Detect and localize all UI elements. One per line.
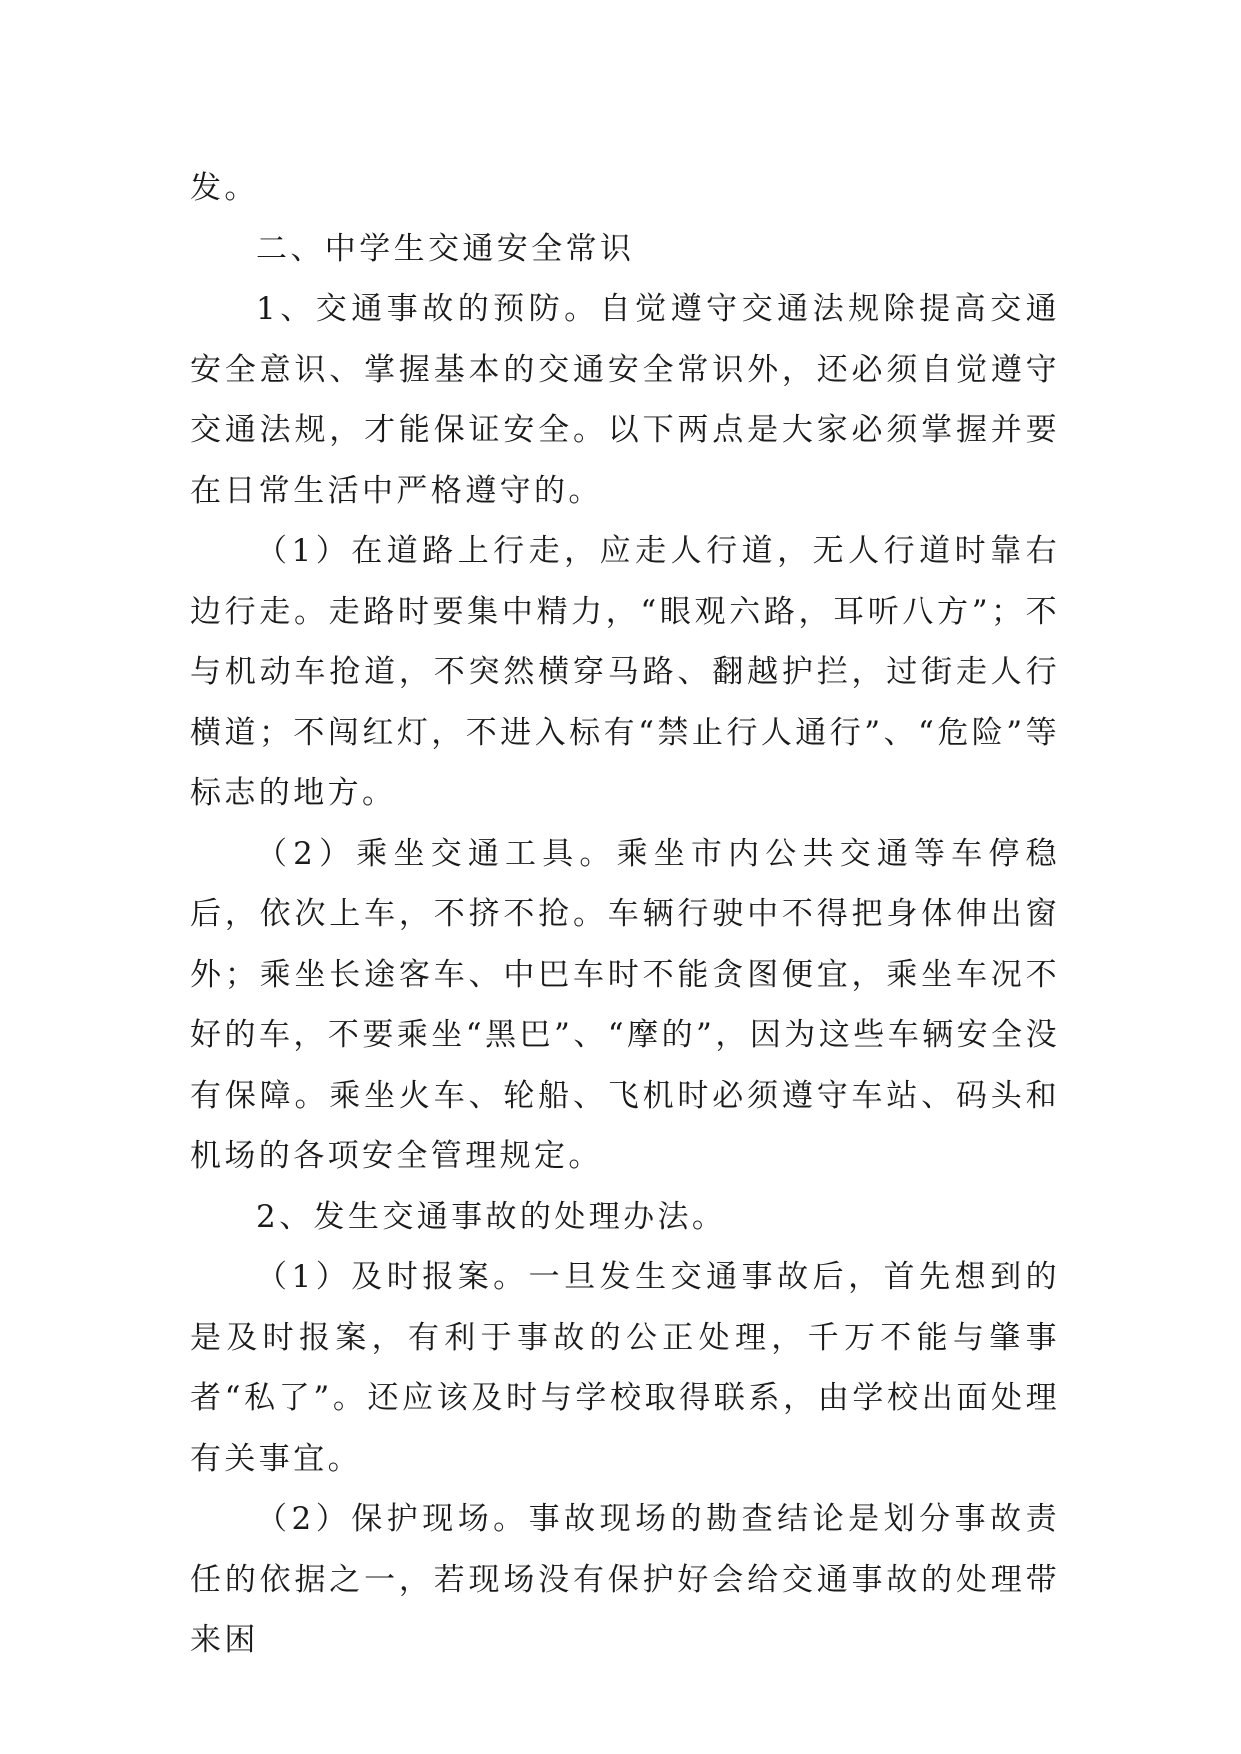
paragraph-protect-scene: （2）保护现场。事故现场的勘查结论是划分事故责任的依据之一，若现场没有保护好会给交通事故的处理带来困 — [190, 1501, 1060, 1658]
paragraph-continuation: 发。 — [190, 170, 259, 206]
paragraph-report-accident: （1）及时报案。一旦发生交通事故后，首先想到的是及时报案，有利于事故的公正处理，千万不能与肇事者“私了”。还应该及时与学校取得联系，由学校出面处理有关事宜。 — [190, 1259, 1060, 1477]
section-heading: 二、中学生交通安全常识 — [256, 230, 635, 267]
subsection-heading: 2、发生交通事故的处理办法。 — [256, 1198, 727, 1235]
paragraph-accident-prevention: 1、交通事故的预防。自觉遵守交通法规除提高交通安全意识、掌握基本的交通安全常识外，还必须自觉遵守交通法规，才能保证安全。以下两点是大家必须掌握并要在日常生活中严格遵守的。 — [190, 291, 1060, 509]
paragraph-walking-rules: （1）在道路上行走，应走人行道，无人行道时靠右边行走。走路时要集中精力，“眼观六路，耳听八方”；不与机动车抢道，不突然横穿马路、翻越护拦，过街走人行横道；不闯红灯，不进入标有“禁止行人通行”、“危险”等标志的地方。 — [190, 533, 1060, 811]
paragraph-riding-rules: （2）乘坐交通工具。乘坐市内公共交通等车停稳后，依次上车，不挤不抢。车辆行驶中不得把身体伸出窗外；乘坐长途客车、中巴车时不能贪图便宜，乘坐车况不好的车，不要乘坐“黑巴”、“摩的”，因为这些车辆安全没有保障。乘坐火车、轮船、飞机时必须遵守车站、码头和机场的各项安全管理规定。 — [190, 835, 1060, 1174]
body-text — [190, 158, 1060, 1671]
